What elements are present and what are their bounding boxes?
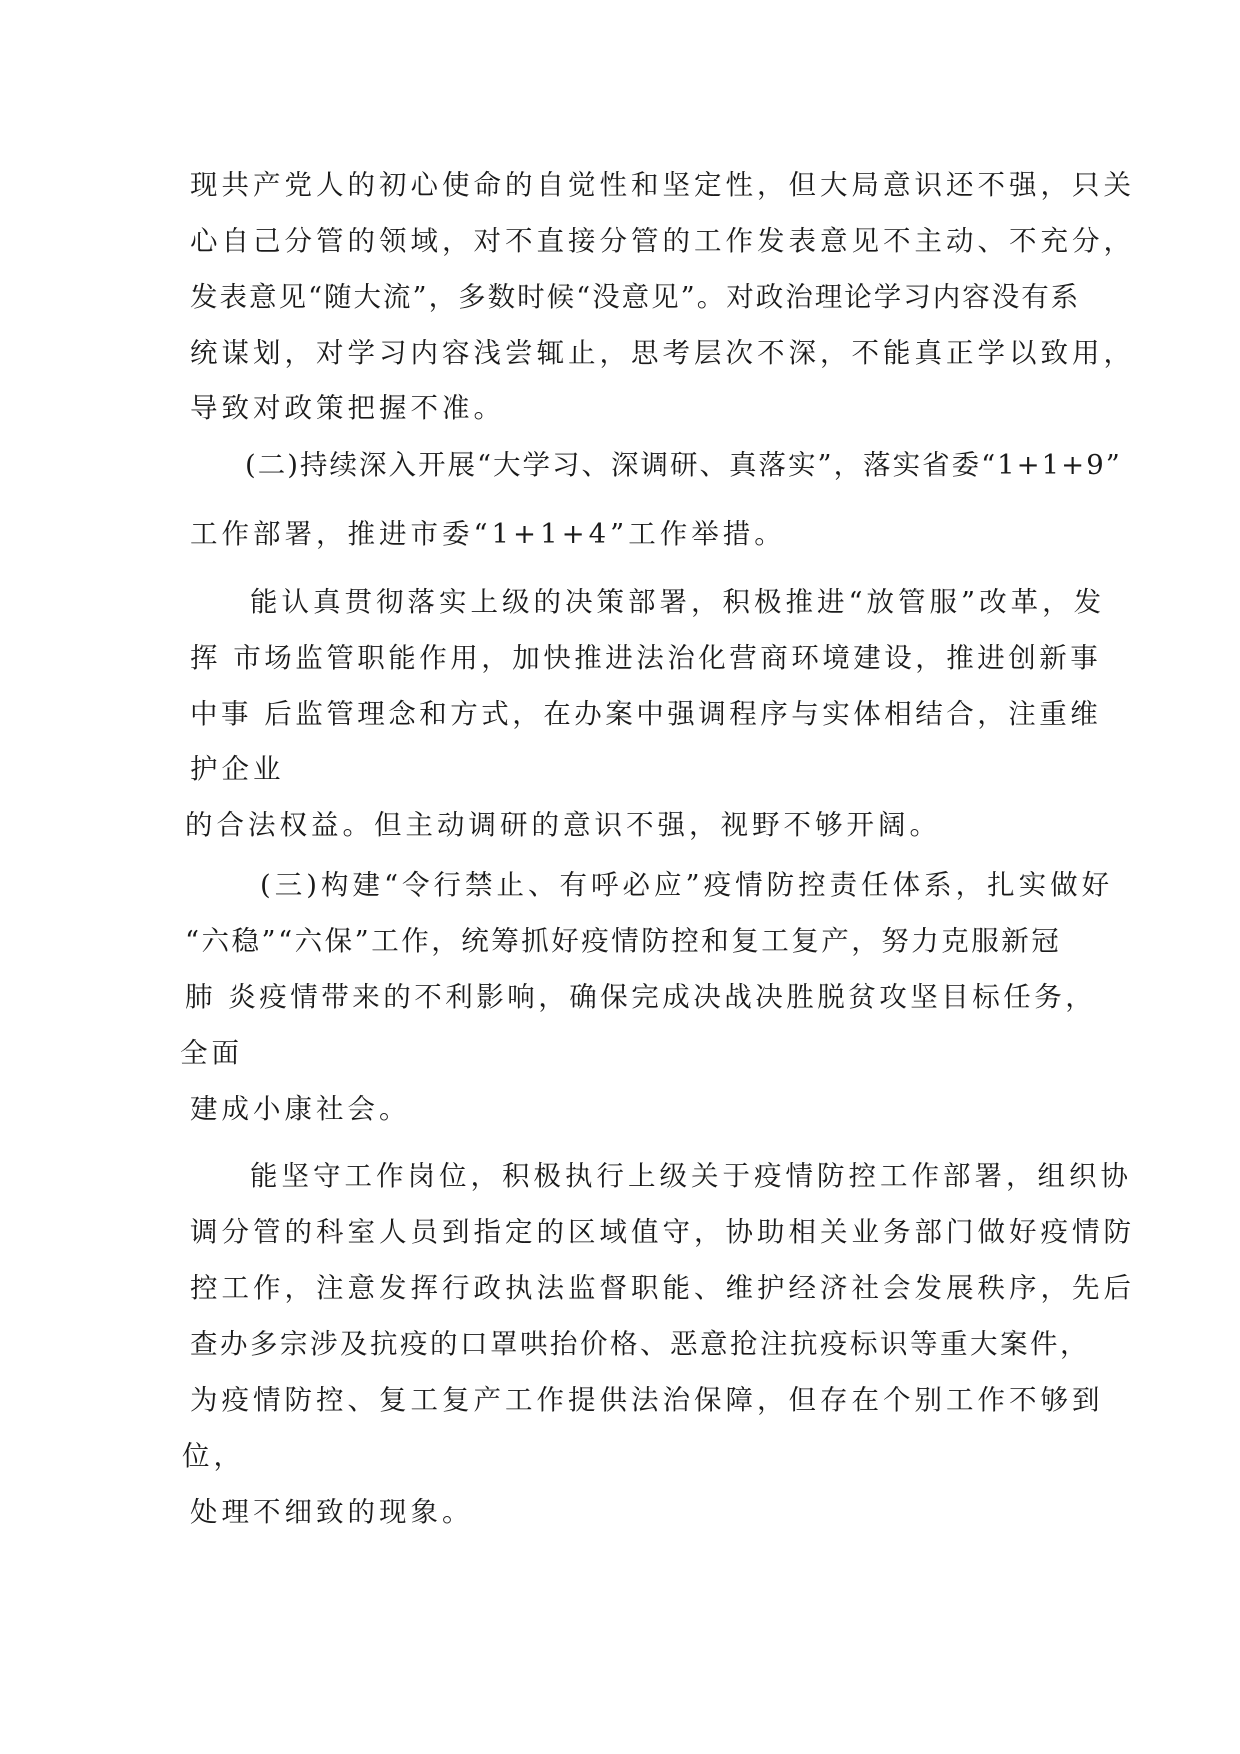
text-line: 能认真贯彻落实上级的决策部署，积极推进“放管服”改革，发 <box>250 586 1106 618</box>
text-line: 查办多宗涉及抗疫的口罩哄抬价格、恶意抢注抗疫标识等重大案件， <box>190 1328 1090 1360</box>
text-line: “六稳”“六保”工作，统筹抓好疫情防控和复工复产，努力克服新冠 <box>185 925 1062 957</box>
text-line: 发表意见“随大流”，多数时候“没意见”。对政治理论学习内容没有系 <box>190 281 1081 313</box>
text-line: 现共产党人的初心使命的自觉性和坚定性，但大局意识还不强，只关 <box>190 169 1135 201</box>
text-line: 调分管的科室人员到指定的区域值守，协助相关业务部门做好疫情防 <box>190 1216 1135 1248</box>
text-line: 心自己分管的领域，对不直接分管的工作发表意见不主动、不充分， <box>190 225 1135 257</box>
text-line: 的合法权益。但主动调研的意识不强，视野不够开阔。 <box>185 809 941 841</box>
text-line: 挥 市场监管职能作用，加快推进法治化营商环境建设，推进创新事 <box>190 642 1102 674</box>
section-heading: (二)持续深入开展“大学习、深调研、真落实”，落实省委“1+1+9” <box>245 449 1122 481</box>
text-line: 为疫情防控、复工复产工作提供法治保障，但存在个别工作不够到 <box>190 1384 1104 1416</box>
text-line: 全面 <box>180 1037 243 1069</box>
text-line: 肺 炎疫情带来的不利影响，确保完成决战决胜脱贫攻坚目标任务， <box>185 981 1097 1013</box>
text-line: 建成小康社会。 <box>190 1093 411 1125</box>
text-line: 处理不细致的现象。 <box>190 1496 474 1528</box>
text-line: 位， <box>182 1440 245 1472</box>
text-line: 能坚守工作岗位，积极执行上级关于疫情防控工作部署，组织协 <box>250 1160 1132 1192</box>
text-line: 护企业 <box>190 753 285 785</box>
text-line: 中事 后监管理念和方式，在办案中强调程序与实体相结合，注重维 <box>190 698 1102 730</box>
text-line: 导致对政策把握不准。 <box>190 392 505 424</box>
section-heading: 工作部署，推进市委“1+1+4”工作举措。 <box>190 518 786 550</box>
section-heading: (三)构建“令行禁止、有呼必应”疫情防控责任体系，扎实做好 <box>260 869 1114 901</box>
text-line: 控工作，注意发挥行政执法监督职能、维护经济社会发展秩序，先后 <box>190 1272 1135 1304</box>
text-line: 统谋划，对学习内容浅尝辄止，思考层次不深，不能真正学以致用， <box>190 337 1135 369</box>
